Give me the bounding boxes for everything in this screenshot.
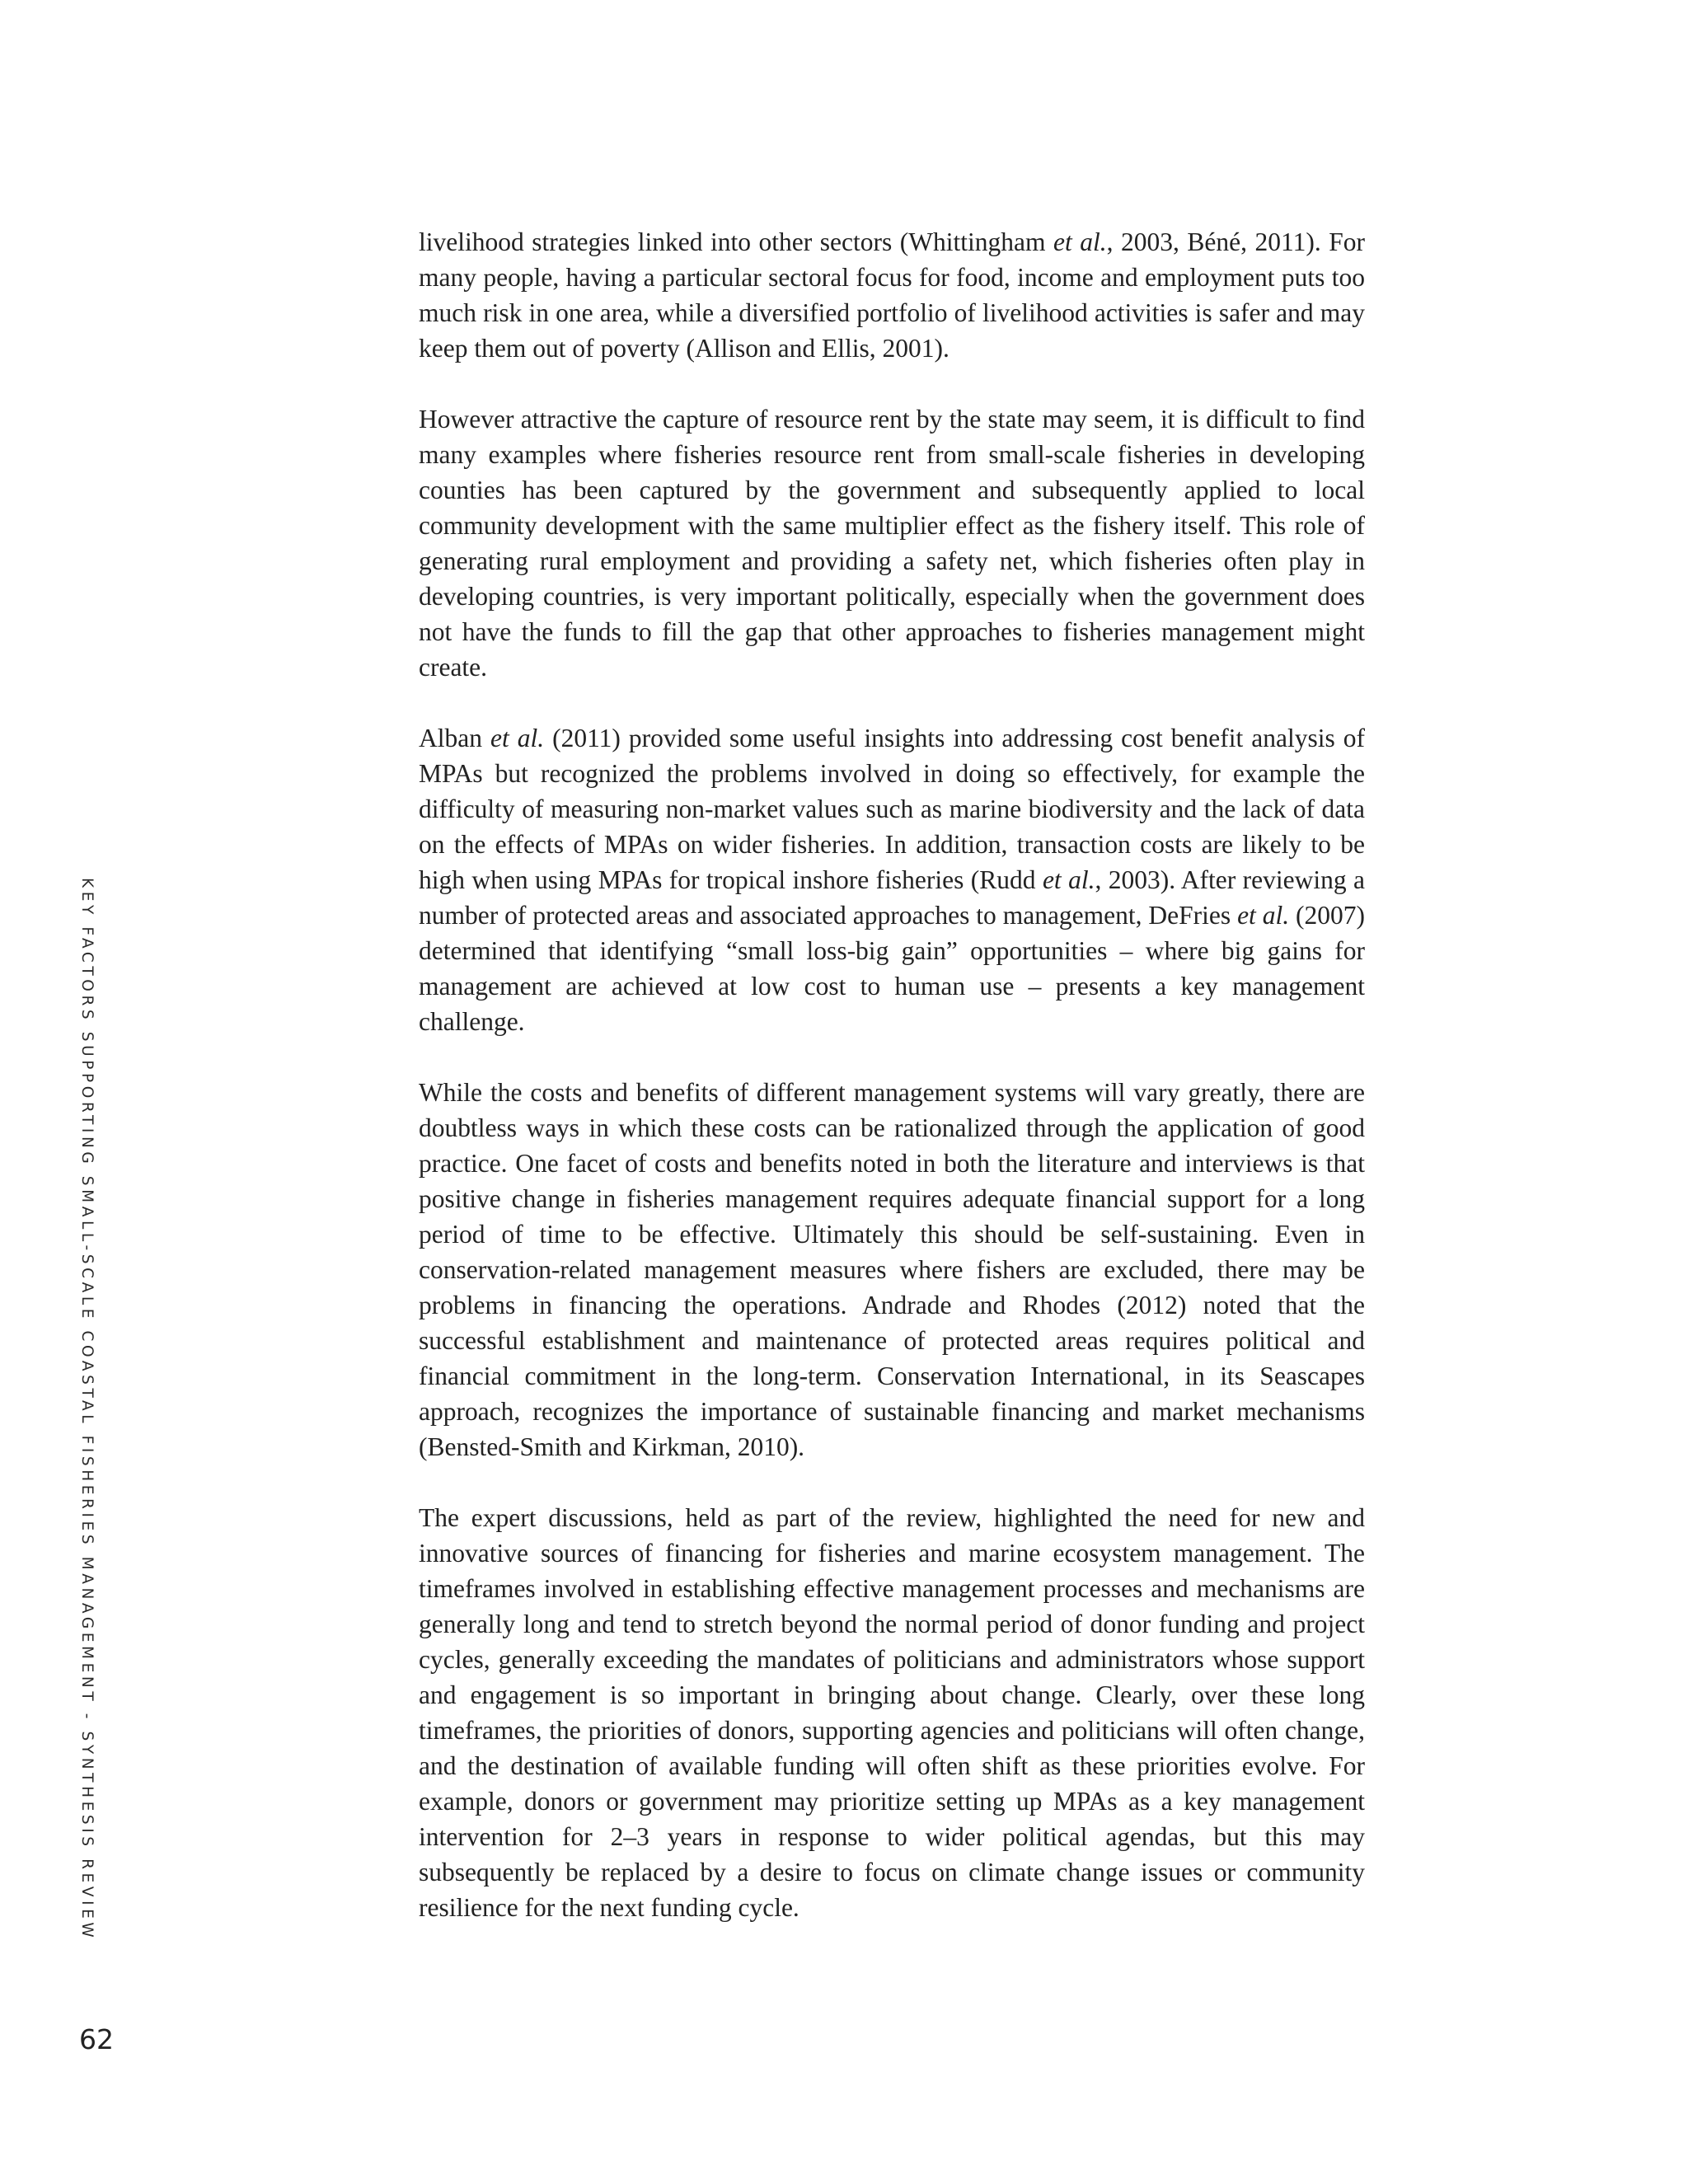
body-text	[419, 224, 1365, 1925]
paragraph-2	[419, 401, 1365, 685]
italic-text: et al.	[1042, 865, 1095, 894]
paragraph-text: While the costs and benefits of different management systems will vary greatly, there are doubtless ways in which these costs can be rationalized through the application of good practice. One facet of costs and benefits noted in both the literature and interviews is that positive change in fisheries management requires adequate financial support for a long period of time to be effective. Ultimately this should be self-sustaining. Even in conservation-related management measures where fishers are excluded, there may be problems in financing the operations. Andrade and Rhodes (2012) noted that the successful establishment and maintenance of protected areas requires political and financial commitment in the long-term. Conservation International, in its Seascapes approach, recognizes the importance of sustainable financing and market mechanisms (Bensted-Smith and Kirkman, 2010).	[419, 1078, 1365, 1461]
paragraph-3	[419, 720, 1365, 1039]
paragraph-1	[419, 224, 1365, 366]
page-number: 62	[79, 2023, 114, 2055]
paragraph-4	[419, 1075, 1365, 1465]
paragraph-text: However attractive the capture of resource rent by the state may seem, it is difficult to find many examples where fisheries resource rent from small-scale fisheries in developing counties has been captured by the government and subsequently applied to local community development with the same multiplier effect as the fishery itself. This role of generating rural employment and providing a safety net, which fisheries often play in developing countries, is very important politically, especially when the government does not have the funds to fill the gap that other approaches to fisheries management might create.	[419, 405, 1365, 682]
paragraph-5	[419, 1500, 1365, 1925]
italic-text: et al.	[1053, 227, 1107, 256]
paragraph-text: Alban	[419, 724, 490, 752]
paragraph-text: livelihood strategies linked into other sectors (Whittingham	[419, 227, 1053, 256]
paragraph-text: (2011) provided some useful insights into addressing cost benefit analysis of MPAs but recognized the problems involved in doing so effectively, for example the difficulty of measuring non-market values such as marine biodiversity and the lack of data on the effects of MPAs on wider fisheries. In addition, transaction costs are likely to be high when using MPAs for tropical inshore fisheries (Rudd	[419, 724, 1365, 894]
paragraph-text: The expert discussions, held as part of the review, highlighted the need for new and innovative sources of financing for fisheries and marine ecosystem management. The timeframes involved in establishing effective management processes and mechanisms are generally long and tend to stretch beyond the normal period of donor funding and project cycles, generally exceeding the mandates of politicians and administrators whose support and engagement is so important in bringing about change. Clearly, over these long timeframes, the priorities of donors, supporting agencies and politicians will often change, and the destination of available funding will often shift as these priorities evolve. For example, donors or government may prioritize setting up MPAs as a key management intervention for 2–3 years in response to wider political agendas, but this may subsequently be replaced by a desire to focus on climate change issues or community resilience for the next funding cycle.	[419, 1503, 1365, 1922]
running-head-text: KEY FACTORS SUPPORTING SMALL-SCALE COASTAL FISHERIES MANAGEMENT - SYNTHESIS REVIEW	[78, 878, 96, 1942]
paragraph-text: , 2003). After reviewing a number of protected areas and associated approaches to management, DeFries	[419, 865, 1365, 930]
paragraph-text: , 2003, Béné, 2011). For many people, having a particular sectoral focus for food, income and employment puts too much risk in one area, while a diversified portfolio of livelihood activities is safer and may keep them out of poverty (Allison and Ellis, 2001).	[419, 227, 1365, 363]
italic-text: et al.	[490, 724, 545, 752]
paragraph-text: (2007) determined that identifying “small loss-big gain” opportunities – where big gains for management are achieved at low cost to human use – presents a key management challenge.	[419, 901, 1365, 1036]
italic-text: et al.	[1237, 901, 1290, 930]
